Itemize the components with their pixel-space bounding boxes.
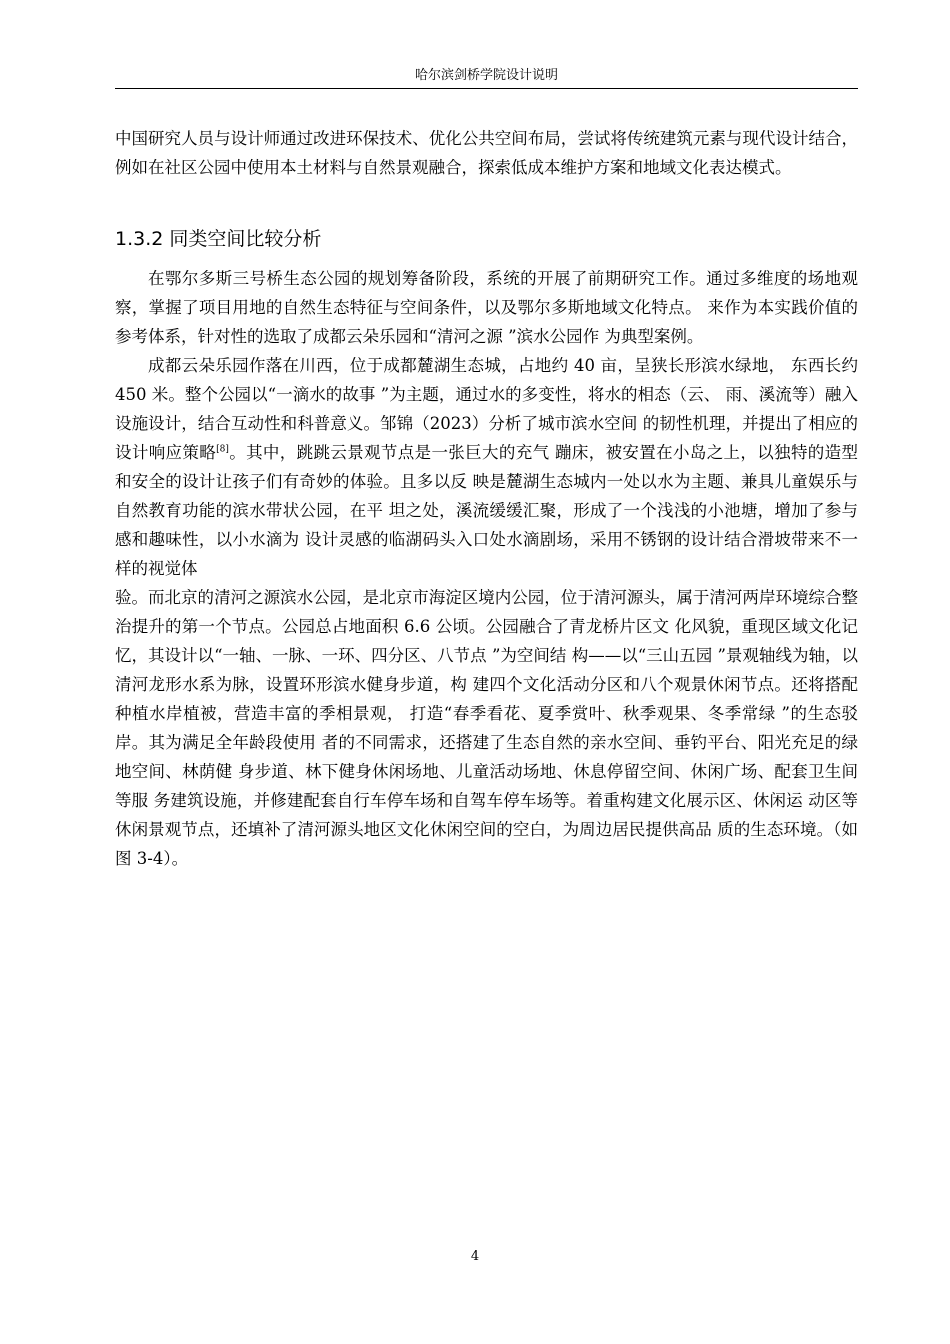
section-heading bbox=[115, 225, 321, 253]
header-divider bbox=[115, 88, 858, 89]
paragraph-beijing-park: 验。而北京的清河之源滨水公园，是北京市海淀区境内公园，位于清河源头，属于清河两岸环境综合整治提升的第一个节点。公园总占地面积 6.6 公顷。公园融合了青龙桥片区文 化风貌，重现区域文化记忆，其设计以“一轴、一脉、一环、四分区、八节点 ”为空间结 构——以“三山五园 ”景观轴线为轴，以清河龙形水系为脉，设置环形滨水健身步道，构 建四个文化活动分区和八个观景休闲节点。还将搭配种植水岸植被，营造丰富的季相景观， 打造“春季看花、夏季赏叶、秋季观果、冬季常绿 ”的生态驳岸。其为满足全年龄段使用 者的不同需求，还搭建了生态自然的亲水空间、垂钓平台、阳光充足的绿地空间、林荫健 身步道、林下健身休闲场地、儿童活动场地、休息停留空间、休闲广场、配套卫生间等服 务建筑设施，并修建配套自行车停车场和自驾车停车场等。着重构建文化展示区、休闲运 动区等休闲景观节点，还填补了清河源头地区文化休闲空间的空白，为周边居民提供高品 质的生态环境。（如图 3-4）。 bbox=[115, 588, 858, 868]
section-number: 1.3.2 bbox=[115, 228, 164, 250]
paragraph-chengdu-park bbox=[115, 351, 858, 583]
paragraph-chengdu-text-a: 成都云朵乐园作落在川西，位于成都麓湖生态城，占地约 40 亩，呈狭长形滨水绿地， 东西长约 450 米。整个公园以“一滴水的故事 ”为主题，通过水的多变性，将水的相态（云、 雨、溪流等）融入设施设计，结合互动性和科普意义。邹锦（2023）分析了城市滨水空间 的韧性机理，并提出了相应的设计响应策略 bbox=[115, 356, 858, 462]
intro-paragraph: 中国研究人员与设计师通过改进环保技术、优化公共空间布局，尝试将传统建筑元素与现代设计结合，例如在社区公园中使用本土材料与自然景观融合，探索低成本维护方案和地域文化表达模式。 bbox=[115, 129, 858, 177]
main-text-block bbox=[115, 264, 858, 873]
paragraph-chengdu-text-b: 。其中，跳跳云景观节点是一张巨大的充气 蹦床，被安置在小岛之上，以独特的造型和安全的设计让孩子们有奇妙的体验。且多以反 映是麓湖生态城内一处以水为主题、兼具儿童娱乐与自然教育功能的滨水带状公园，在平 坦之处，溪流缓缓汇聚，形成了一个浅浅的小池塘，增加了参与感和趣味性，以小水滴为 设计灵感的临湖码头入口处水滴剧场，采用不锈钢的设计结合滑坡带来不一样的视觉体 bbox=[115, 443, 859, 578]
citation-reference: [8] bbox=[216, 444, 229, 455]
page-number: 4 bbox=[470, 1249, 480, 1264]
paragraph-ordos-park: 在鄂尔多斯三号桥生态公园的规划筹备阶段，系统的开展了前期研究工作。通过多维度的场地观察，掌握了项目用地的自然生态特征与空间条件，以及鄂尔多斯地域文化特点。 来作为本实践价值的参考体系，针对性的选取了成都云朵乐园和“清河之源 ”滨水公园作 为典型案例。 bbox=[115, 269, 858, 346]
page-header: 哈尔滨剑桥学院设计说明 bbox=[414, 68, 558, 83]
intro-text-block bbox=[115, 124, 858, 182]
section-title: 同类空间比较分析 bbox=[169, 228, 322, 250]
